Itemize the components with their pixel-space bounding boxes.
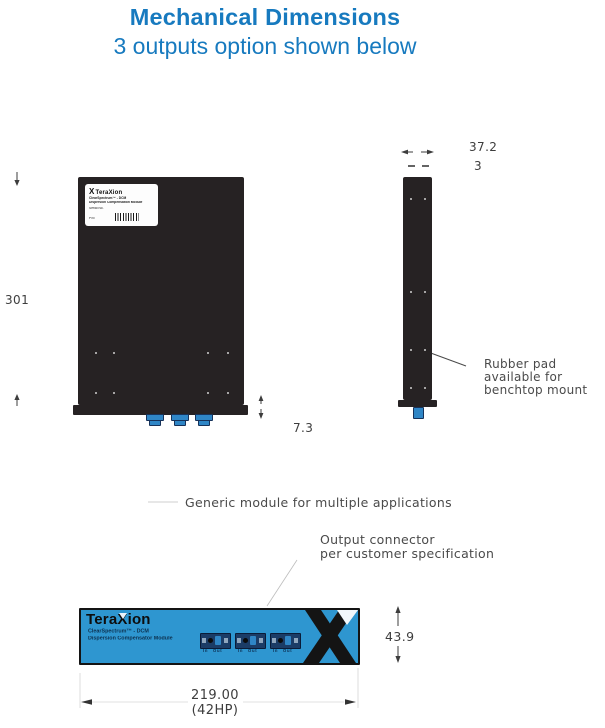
port-out-label: Out: [248, 649, 258, 654]
duplex-port-group: [270, 633, 301, 649]
mounting-hole: [424, 291, 426, 293]
dim-7-3-up-arrow-icon: [259, 395, 264, 404]
page-subtitle: 3 outputs option shown below: [113, 33, 417, 59]
teraxion-x-triangle-icon: [119, 613, 127, 619]
lc-connector: [195, 414, 214, 427]
callout-line: Rubber pad: [484, 357, 557, 371]
teraxion-big-x-icon: [303, 610, 358, 663]
dim-219-label: [165, 688, 265, 718]
dim-43-9-label: 43.9: [385, 629, 415, 644]
label-brand: TeraXion: [95, 190, 123, 196]
dim-7-3-label: 7.3: [293, 421, 314, 435]
port-hole-icon: [278, 638, 283, 643]
mounting-hole: [95, 392, 97, 394]
mounting-hole: [227, 352, 229, 354]
label-product-line1: ClearSpectrum™ - DCM: [89, 197, 127, 201]
port-in-label: In: [238, 649, 244, 654]
mounting-hole: [424, 387, 426, 389]
output-connector-leader-line: [267, 560, 297, 606]
dim-37-2-left-arrow-icon: [401, 150, 413, 155]
port-screw-icon: [272, 638, 276, 643]
mounting-hole: [113, 392, 115, 394]
generic-module-caption: Generic module for multiple applications: [185, 495, 452, 510]
dim-width-value: 219.00: [191, 688, 239, 703]
label-serial-field: Serial No.: [89, 207, 104, 211]
mounting-hole: [227, 392, 229, 394]
port-out-label: Out: [213, 649, 223, 654]
mounting-hole: [410, 291, 412, 293]
mounting-hole: [95, 352, 97, 354]
port-screw-icon: [224, 638, 228, 643]
port-plug-icon: [215, 636, 221, 645]
duplex-port-group: [200, 633, 231, 649]
lc-connector: [171, 414, 190, 427]
faceplate-panel: [79, 608, 360, 665]
dim-301-bottom-arrow-icon: [14, 394, 19, 406]
mounting-hole: [410, 349, 412, 351]
output-connector-caption: [320, 533, 494, 561]
header: [0, 2, 530, 61]
mounting-hole: [424, 349, 426, 351]
mounting-hole: [424, 198, 426, 200]
port-in-label: In: [203, 649, 209, 654]
mounting-hole: [113, 352, 115, 354]
side-base-flange: [398, 400, 437, 407]
lc-connector: [146, 414, 165, 427]
mounting-hole: [410, 198, 412, 200]
mounting-hole: [207, 352, 209, 354]
panel-teraxion-logo: TeraXion: [86, 611, 151, 628]
callout-line: benchtop mount: [484, 383, 588, 397]
rubber-pad-callout: [484, 358, 587, 397]
mounting-hole: [207, 392, 209, 394]
port-hole-icon: [208, 638, 213, 643]
side-connector-tab: [413, 407, 424, 419]
dim-37-2-right-arrow-icon: [421, 150, 434, 155]
dim-219-left-arrow-icon: [81, 699, 92, 705]
dim-7-3-down-arrow-icon: [259, 409, 264, 419]
port-screw-icon: [202, 638, 206, 643]
duplex-port-group: [235, 633, 266, 649]
panel-product-line2: Dispersion Compensator Module: [88, 636, 173, 642]
dim-width-hp-value: (42HP): [191, 703, 239, 718]
callout-line: available for: [484, 370, 563, 384]
mounting-hole: [410, 387, 412, 389]
page-title: Mechanical Dimensions: [129, 4, 401, 30]
barcode-icon: [115, 213, 139, 221]
dim-43-9-down-arrow-icon: [395, 646, 400, 663]
dim-43-9-up-arrow-icon: [395, 606, 400, 626]
teraxion-logo: [89, 187, 122, 196]
label-product-line2: Dispersion Compensation Module: [89, 201, 143, 205]
port-screw-icon: [237, 638, 241, 643]
label-pn-field: P/N: [89, 217, 95, 221]
port-out-label: Out: [283, 649, 293, 654]
rubber-pad-leader-line: [428, 352, 466, 366]
dim-301-label: 301: [5, 293, 30, 307]
caption-line: Output connector: [320, 532, 435, 547]
caption-line: per customer specification: [320, 546, 495, 561]
side-view-body: [403, 177, 432, 400]
dim-3-label: 3: [474, 159, 483, 173]
port-in-label: In: [273, 649, 279, 654]
product-label: [85, 184, 158, 226]
port-plug-icon: [285, 636, 291, 645]
port-screw-icon: [259, 638, 263, 643]
dim-219-right-arrow-icon: [345, 699, 356, 705]
port-screw-icon: [294, 638, 298, 643]
port-plug-icon: [250, 636, 256, 645]
panel-product-line1: ClearSpectrum™ - DCM: [88, 629, 149, 635]
dim-37-2-label: 37.2: [469, 140, 498, 154]
dim-301-top-arrow-icon: [14, 172, 19, 186]
teraxion-x-icon: X: [89, 187, 95, 196]
port-hole-icon: [243, 638, 248, 643]
